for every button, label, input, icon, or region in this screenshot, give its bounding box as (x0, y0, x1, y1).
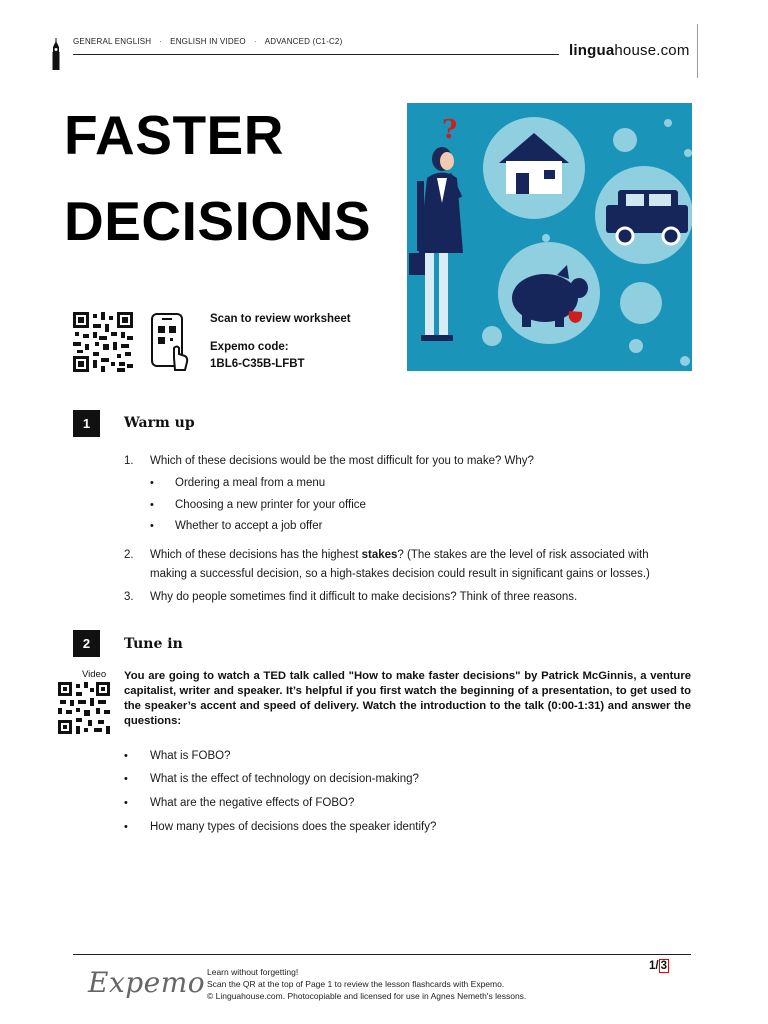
title-line-2: DECISIONS (64, 190, 372, 252)
video-qr-code-icon[interactable] (58, 682, 110, 734)
question-text: Which of these decisions has the highest stakes? (The stakes are the level of risk associated with (150, 549, 649, 561)
footer-line: © Linguahouse.com. Photocopiable and licensed for use in Agnes Nemeth's lessons. (207, 991, 527, 1001)
breadcrumb (73, 37, 342, 46)
scan-review-label: Scan to review worksheet (210, 313, 351, 325)
bullet-icon: • (150, 499, 154, 511)
bullet-icon: • (124, 821, 128, 833)
phone-scan-icon (150, 312, 190, 372)
question-number: 3. (124, 591, 134, 603)
breadcrumb-item[interactable]: GENERAL ENGLISH (73, 37, 152, 46)
list-item: What is the effect of technology on decision-making? (150, 773, 419, 785)
question-text-continued: making a successful decision, so a high-stakes decision could result in significant gains or losses.) (150, 568, 650, 580)
bullet-icon: • (124, 797, 128, 809)
brand-divider (697, 24, 698, 78)
list-item: How many types of decisions does the speaker identify? (150, 821, 437, 833)
expemo-code-label: Expemo code: (210, 341, 289, 353)
page-title (64, 92, 371, 264)
video-label: Video (82, 669, 107, 680)
title-line-1: FASTER (64, 104, 284, 166)
breadcrumb-separator: · (159, 37, 163, 46)
question-text: Which of these decisions would be the most difficult for you to make? Why? (150, 455, 534, 467)
list-item: Ordering a meal from a menu (175, 477, 326, 489)
header-divider (73, 54, 559, 55)
footer-line: Learn without forgetting! (207, 967, 299, 977)
page-total[interactable]: 3 (660, 960, 668, 972)
list-item: Whether to accept a job offer (175, 520, 323, 532)
breadcrumb-item[interactable]: ENGLISH IN VIDEO (170, 37, 246, 46)
hero-illustration (407, 103, 692, 371)
expemo-code-value: 1BL6-C35B-LFBT (210, 358, 305, 370)
section-1-number: 1 (73, 410, 100, 437)
breadcrumb-separator: · (253, 37, 257, 46)
breadcrumb-item[interactable]: ADVANCED (C1-C2) (264, 37, 343, 46)
bullet-icon: • (124, 773, 128, 785)
footer-text (207, 966, 526, 1002)
section-2-title: Tune in (124, 636, 183, 652)
question-text: Why do people sometimes find it difficult to make decisions? Think of three reasons. (150, 591, 578, 603)
bullet-icon: • (150, 520, 154, 532)
list-item: Choosing a new printer for your office (175, 499, 366, 511)
section-2-number: 2 (73, 630, 100, 657)
list-item: What are the negative effects of FOBO? (150, 797, 355, 809)
brand-logo[interactable]: linguahouse.com (569, 42, 690, 59)
question-number: 1. (124, 455, 134, 467)
qr-code-icon[interactable] (73, 312, 133, 372)
section-1-title: Warm up (124, 415, 195, 431)
bullet-icon: • (124, 750, 128, 762)
tune-in-instructions: You are going to watch a TED talk called "How to make faster decisions" by Patrick McGinnis, a venture capitalist, writer and speaker. It’s helpful if you first watch the beginning of a presentation, to get used to the speaker’s accent and speed of delivery. Watch the introduction to the talk (0:00-1:31) and answer the questions: (124, 670, 691, 727)
list-item: What is FOBO? (150, 750, 231, 762)
big-ben-icon (50, 38, 62, 70)
question-number: 2. (124, 549, 134, 561)
bullet-icon: • (150, 477, 154, 489)
footer-divider (73, 954, 691, 955)
footer-line: Scan the QR at the top of Page 1 to review the lesson flashcards with Expemo. (207, 979, 505, 989)
expemo-logo: Expemo (88, 966, 206, 999)
question-mark-icon: ? (442, 115, 458, 145)
page-number: 1/ 3 (649, 960, 668, 972)
